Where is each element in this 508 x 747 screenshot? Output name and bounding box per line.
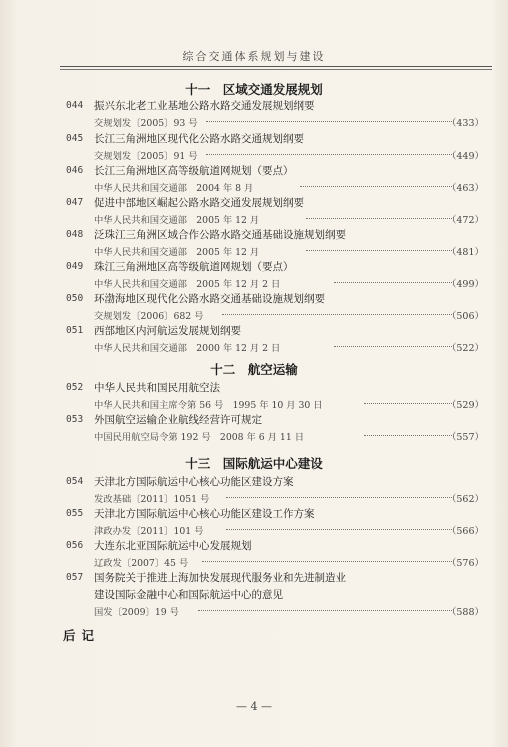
header-rule-thin [60,69,492,70]
entry-issuer: 中华人民共和国交通部 2005 年 12 月 2 日 [94,279,281,290]
entry-page: （481） [446,247,484,258]
dot-leader [364,402,452,404]
entry-page: （566） [446,526,484,537]
entry-number: 056 [66,540,84,551]
dot-leader [334,345,452,347]
dot-leader [206,120,452,122]
entry-title: 国务院关于推进上海加快发展现代服务业和先进制造业 [94,572,346,584]
dot-leader [202,560,452,562]
entry-title: 长江三角洲地区现代化公路水路交通规划纲要 [94,133,304,145]
entry-number: 052 [66,382,84,393]
dot-leader [226,528,452,530]
entry-page: （529） [446,400,484,411]
entry-title: 环渤海地区现代化公路水路交通基础设施规划纲要 [94,293,325,305]
entry-title: 珠江三角洲地区高等级航道网规划（要点） [94,261,294,273]
entry-number: 054 [66,476,84,487]
entry-number: 053 [66,414,84,425]
entry-issuer: 交规划发〔2005〕93 号 [94,118,198,129]
entry-page: （562） [446,494,484,505]
entry-title: 外国航空运输企业航线经营许可规定 [94,414,262,426]
entry-issuer: 交规划发〔2006〕682 号 [94,311,204,322]
entry-number: 048 [66,229,84,240]
header-rule [60,66,492,67]
entry-issuer: 中华人民共和国交通部 2004 年 8 月 [94,183,254,194]
entry-issuer: 发改基础〔2011〕1051 号 [94,494,210,505]
entry-number: 050 [66,293,84,304]
section-heading-11: 十一 区域交通发展规划 [185,82,323,97]
entry-number: 047 [66,197,84,208]
running-head: 综合交通体系规划与建设 [182,50,326,63]
entry-issuer: 国发〔2009〕19 号 [94,607,179,618]
entry-issuer: 中华人民共和国主席令第 56 号 1995 年 10 月 30 日 [94,400,323,411]
entry-number: 049 [66,261,84,272]
entry-issuer: 中华人民共和国交通部 2000 年 12 月 2 日 [94,343,281,354]
dot-leader [334,281,452,283]
entry-page: （463） [446,183,484,194]
entry-title-continued: 建设国际金融中心和国际航运中心的意见 [94,589,283,601]
entry-title: 长江三角洲地区高等级航道网规划（要点） [94,165,294,177]
dot-leader [306,217,452,219]
entry-title: 大连东北亚国际航运中心发展规划 [94,540,252,552]
dot-leader [198,609,452,611]
dot-leader [226,496,452,498]
entry-page: （472） [446,215,484,226]
entry-number: 057 [66,572,84,583]
entry-page: （522） [446,343,484,354]
entry-title: 泛珠江三角洲区域合作公路水路交通基础设施规划纲要 [94,229,346,241]
entry-title: 促进中部地区崛起公路水路交通发展规划纲要 [94,197,304,209]
afterword-heading[interactable]: 后记 [63,628,101,643]
entry-number: 044 [66,100,84,111]
dot-leader [364,434,452,436]
entry-issuer: 交规划发〔2005〕91 号 [94,151,198,162]
entry-page: （499） [446,279,484,290]
entry-title: 西部地区内河航运发展规划纲要 [94,325,241,337]
section-heading-12: 十二 航空运输 [210,362,298,377]
entry-title: 振兴东北老工业基地公路水路交通发展规划纲要 [94,100,315,112]
section-heading-13: 十三 国际航运中心建设 [185,456,323,471]
entry-page: （576） [446,558,484,569]
dot-leader [306,249,452,251]
entry-page: （449） [446,151,484,162]
entry-number: 055 [66,508,84,519]
entry-page: （588） [446,607,484,618]
entry-issuer: 津政办发〔2011〕101 号 [94,526,204,537]
entry-number: 045 [66,133,84,144]
entry-title: 天津北方国际航运中心核心功能区建设工作方案 [94,508,315,520]
entry-title: 中华人民共和国民用航空法 [94,382,220,394]
entry-issuer: 中华人民共和国交通部 2005 年 12 月 [94,247,260,258]
entry-issuer: 中国民用航空局令第 192 号 2008 年 6 月 11 日 [94,432,304,443]
entry-page: （557） [446,432,484,443]
dot-leader [300,185,452,187]
entry-number: 046 [66,165,84,176]
entry-title: 天津北方国际航运中心核心功能区建设方案 [94,476,294,488]
entry-number: 051 [66,325,84,336]
entry-issuer: 中华人民共和国交通部 2005 年 12 月 [94,215,260,226]
page-number: — 4 — [236,700,272,713]
entry-page: （433） [446,118,484,129]
entry-issuer: 辽政发〔2007〕45 号 [94,558,189,569]
dot-leader [222,313,452,315]
dot-leader [206,153,452,155]
entry-page: （506） [446,311,484,322]
